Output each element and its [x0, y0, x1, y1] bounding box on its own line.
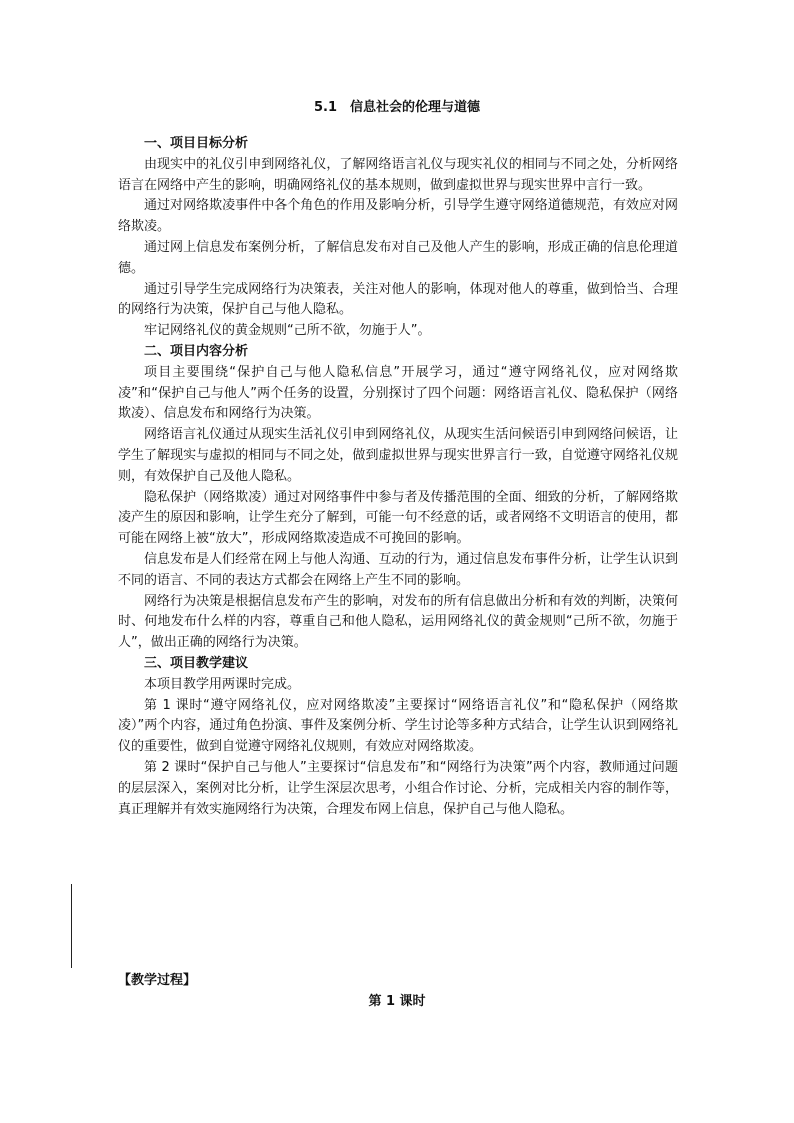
paragraph: 网络语言礼仪通过从现实生活礼仪引申到网络礼仪，从现实生活问候语引申到网络问候语，让学生了解现实与虚拟的相同与不同之处，做到虚拟世界与现实世界言行一致，自觉遵守网络礼仪规则，有效保护自己及他人隐私。 [118, 427, 678, 484]
margin-rule [71, 884, 72, 968]
lesson-title: 第 1 课时 [368, 994, 426, 1009]
paragraph: 通过对网络欺凌事件中各个角色的作用及影响分析，引导学生遵守网络道德规范，有效应对网络欺凌。 [118, 198, 678, 235]
paragraph: 网络行为决策是根据信息发布产生的影响，对发布的所有信息做出分析和有效的判断，决策何时、何地发布什么样的内容，尊重自己和他人隐私，运用网络礼仪的黄金规则“己所不欲，勿施于人”，做出正确的网络行为决策。 [118, 593, 678, 651]
document-body [118, 134, 678, 820]
section-teaching-advice [118, 654, 678, 820]
paragraph: 项目主要围绕“保护自己与他人隐私信息”开展学习，通过“遵守网络礼仪，应对网络欺凌”和“保护自己与他人”两个任务的设置，分别探讨了四个问题：网络语言礼仪、隐私保护（网络欺凌）、信息发布和网络行为决策。 [118, 364, 678, 422]
teaching-process-label: 【教学过程】 [118, 973, 197, 988]
section-heading: 三、项目教学建议 [144, 655, 249, 671]
paragraph: 信息发布是人们经常在网上与他人沟通、互动的行为，通过信息发布事件分析，让学生认识到不同的语言、不同的表达方式都会在网络上产生不同的影响。 [118, 551, 678, 588]
section-heading: 一、项目目标分析 [144, 136, 249, 151]
paragraph: 由现实中的礼仪引申到网络礼仪，了解网络语言礼仪与现实礼仪的相同与不同之处，分析网络语言在网络中产生的影响，明确网络礼仪的基本规则，做到虚拟世界与现实世界中言行一致。 [118, 156, 678, 193]
paragraph: 隐私保护（网络欺凌）通过对网络事件中参与者及传播范围的全面、细致的分析，了解网络欺凌产生的原因和影响，让学生充分了解到，可能一句不经意的话，或者网络不文明语言的使用，都可能在网络上被“放大”，形成网络欺凌造成不可挽回的影响。 [118, 489, 678, 547]
paragraph: 第 1 课时“遵守网络礼仪，应对网络欺凌”主要探讨“网络语言礼仪”和“隐私保护（网络欺凌）”两个内容，通过角色扮演、事件及案例分析、学生讨论等多种方式结合，让学生认识到网络礼仪的重要性，做到自觉遵守网络礼仪规则，有效应对网络欺凌。 [118, 697, 678, 755]
section-heading: 二、项目内容分析 [144, 343, 249, 359]
paragraph: 第 2 课时“保护自己与他人”主要探讨“信息发布”和“网络行为决策”两个内容，教师通过问题的层层深入，案例对比分析，让学生深层次思考，小组合作讨论、分析，完成相关内容的制作等，真正理解并有效实施网络行为决策，合理发布网上信息，保护自己与他人隐私。 [118, 759, 678, 817]
document-title: 5.1 信息社会的伦理与道德 [313, 100, 481, 115]
section-goals [118, 134, 678, 342]
section-content-analysis [118, 342, 678, 654]
paragraph: 通过引导学生完成网络行为决策表，关注对他人的影响，体现对他人的尊重，做到恰当、合理的网络行为决策，保护自己与他人隐私。 [118, 281, 678, 318]
paragraph: 本项目教学用两课时完成。 [144, 676, 301, 692]
paragraph: 通过网上信息发布案例分析，了解信息发布对自己及他人产生的影响，形成正确的信息伦理道德。 [118, 239, 678, 276]
paragraph: 牢记网络礼仪的黄金规则“己所不欲，勿施于人”。 [144, 323, 431, 339]
